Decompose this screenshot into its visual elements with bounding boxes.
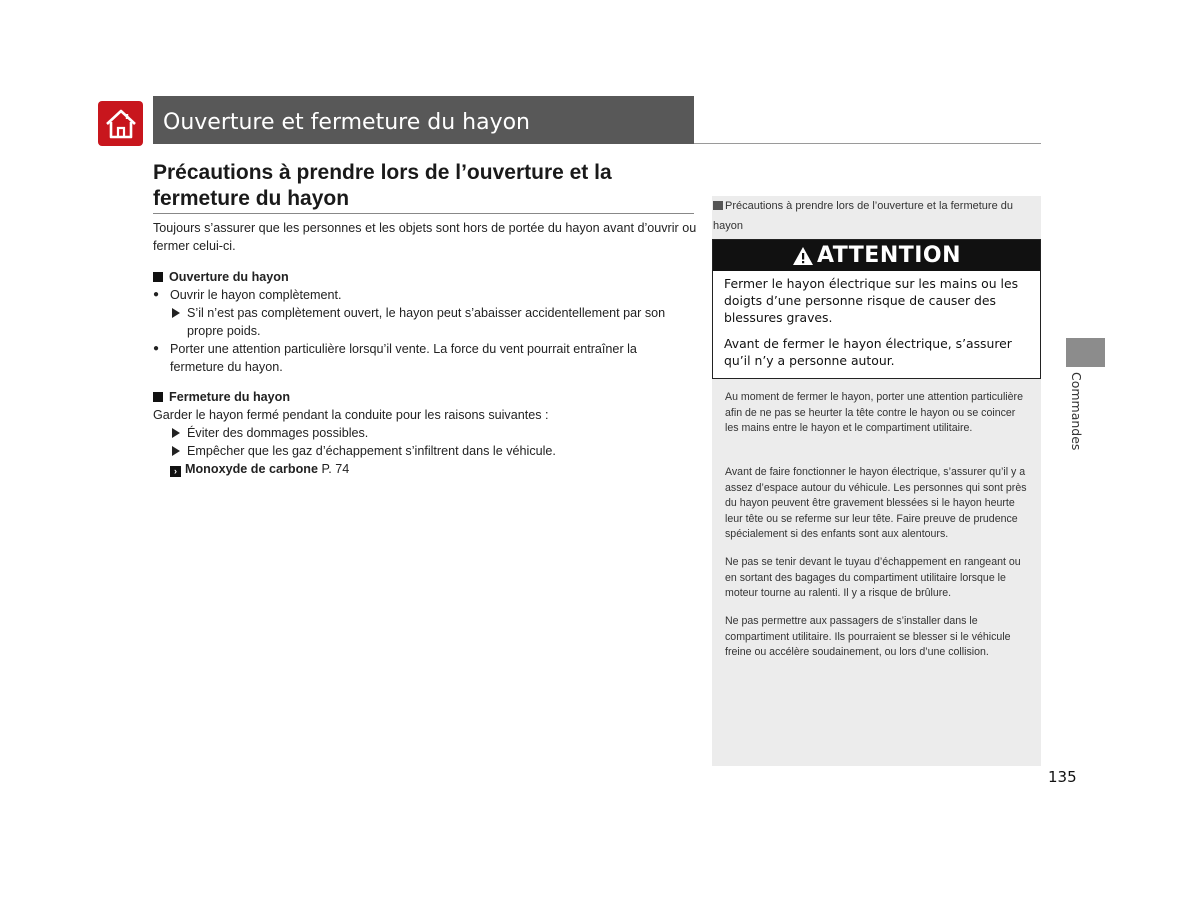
- arrow-right-icon: [172, 308, 180, 318]
- closing-intro: Garder le hayon fermé pendant la conduite pour les raisons suivantes :: [153, 408, 549, 422]
- arrow-right-icon: [172, 428, 180, 438]
- warning-paragraph-2: Avant de fermer le hayon électrique, s’assurer qu’il n’y a personne autour.: [724, 336, 1012, 368]
- closing-subheading: Fermeture du hayon: [153, 388, 290, 406]
- square-bullet-icon: [153, 392, 163, 402]
- section-heading: Précautions à prendre lors de l’ouverture et la fermeture du hayon: [153, 161, 612, 210]
- title-divider: [694, 143, 1041, 144]
- warning-box: [712, 239, 1041, 379]
- title-bar: [153, 96, 694, 144]
- intro-paragraph: Toujours s’assurer que les personnes et les objets sont hors de portée du hayon avant d’ouvrir ou fermer celui-ci.: [153, 221, 697, 253]
- bullet-icon: ●: [153, 289, 160, 300]
- arrow-right-icon: [172, 446, 180, 456]
- opening-subnote: S’il n’est pas complètement ouvert, le hayon peut s’abaisser accidentellement par son propre poids.: [170, 304, 690, 340]
- home-button[interactable]: [98, 101, 143, 146]
- sidebar-note-4: Ne pas permettre aux passagers de s’installer dans le compartiment utilitaire. Ils pourraient se blesser si le véhicule freine ou accélère soudainement, ou lors d’une collision.: [725, 615, 1011, 658]
- page-title: Ouverture et fermeture du hayon: [163, 110, 530, 135]
- cross-reference-link[interactable]: [170, 460, 349, 478]
- sidebar-note-2: Avant de faire fonctionner le hayon électrique, s’assurer qu’il y a assez d’espace autour du véhicule. Les personnes qui sont près du hayon peuvent être gravement blessées si le hayon heurte leur tête ou se referme sur leur tête. Faire preuve de prudence spécialement si des enfants sont aux alentours.: [725, 466, 1027, 540]
- closing-reason-1: Éviter des dommages possibles.: [170, 424, 690, 442]
- opening-bullet-1: ● Ouvrir le hayon complètement.: [153, 288, 342, 302]
- chapter-tab-marker[interactable]: [1066, 338, 1105, 367]
- home-icon: [103, 107, 139, 141]
- chapter-tab-label[interactable]: Commandes: [1069, 372, 1084, 451]
- sidebar-heading: Précautions à prendre lors de l’ouverture et la fermeture du hayon: [713, 200, 1013, 232]
- warning-title: ATTENTION: [816, 243, 962, 268]
- warning-paragraph-1: Fermer le hayon électrique sur les mains ou les doigts d’une personne risque de causer des blessures graves.: [724, 276, 1019, 325]
- reference-marker-icon: [713, 201, 723, 210]
- bullet-icon: ●: [153, 343, 160, 354]
- warning-triangle-icon: [792, 246, 814, 266]
- section-divider: [153, 213, 694, 214]
- square-bullet-icon: [153, 272, 163, 282]
- closing-reason-2: Empêcher que les gaz d’échappement s’infiltrent dans le véhicule.: [170, 442, 690, 460]
- reference-arrow-icon: ›: [170, 466, 181, 477]
- reference-page: P. 74: [321, 462, 350, 476]
- sidebar-note-3: Ne pas se tenir devant le tuyau d’échappement en rangeant ou en sortant des bagages du compartiment utilitaire lorsque le moteur tourne au ralenti. Il y a risque de brûlure.: [725, 556, 1021, 599]
- opening-bullet-2: ● Porter une attention particulière lorsqu’il vente. La force du vent pourrait entraîner la fermeture du hayon.: [153, 342, 637, 374]
- sidebar-note-1: Au moment de fermer le hayon, porter une attention particulière afin de ne pas se heurter la tête contre le hayon ou se coincer les mains entre le hayon et le compartiment utilitaire.: [725, 391, 1023, 434]
- warning-header: [713, 240, 1040, 271]
- page-number: 135: [1048, 768, 1077, 786]
- reference-label: Monoxyde de carbone: [185, 462, 318, 476]
- opening-subheading: Ouverture du hayon: [153, 268, 289, 286]
